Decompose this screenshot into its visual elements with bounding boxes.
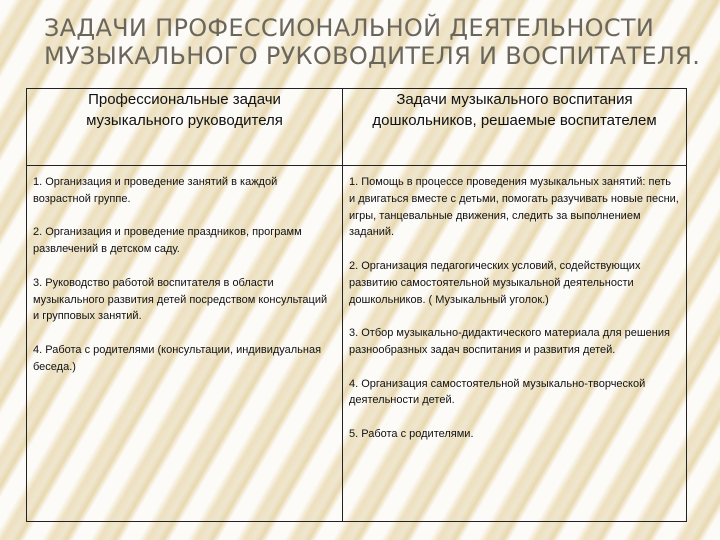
educator-tasks-cell (343, 166, 687, 522)
list-item: 2. Организация педагогических условий, содействующих развитию самостоятельной музыкальной деятельности дошкольников. ( Музыкальный уголок.) (349, 259, 641, 306)
list-item: 4. Работа с родителями (консультации, индивидуальная беседа.) (33, 343, 322, 373)
list-item: 5. Работа с родителями. (349, 427, 474, 440)
list-item: 4. Организация самостоятельной музыкально-творческой деятельности детей. (349, 377, 646, 407)
table-body-row (27, 166, 687, 522)
header-music-director-text: Профессиональные задачи музыкального руководителя (86, 91, 283, 129)
slide-title-line-1: ЗАДАЧИ ПРОФЕССИОНАЛЬНОЙ ДЕЯТЕЛЬНОСТИ (44, 14, 655, 42)
table-header-row (27, 89, 687, 166)
list-item: 3. Руководство работой воспитателя в области музыкального развития детей посредством консультаций и групповых занятий. (33, 276, 328, 323)
list-item: 3. Отбор музыкально-дидактического материала для решения разнообразных задач воспитания и развития детей. (349, 327, 670, 356)
header-music-director (27, 89, 343, 166)
slide-title (44, 14, 704, 70)
list-item: 1. Помощь в процессе проведения музыкальных занятий: петь и двигаться вместе с детьми, помогать разучивать новые песни, игры, танцевальные движения, следить за выполнением заданий. (349, 176, 679, 239)
slide-title-line-2: МУЗЫКАЛЬНОГО РУКОВОДИТЕЛЯ И ВОСПИТАТЕЛЯ. (44, 42, 701, 70)
list-item: 2. Организация и проведение праздников, программ развлечений в детском саду. (33, 226, 302, 256)
header-educator-text: Задачи музыкального воспитания дошкольников, решаемые воспитателем (372, 91, 657, 129)
list-item: 1. Организация и проведение занятий в каждой возрастной группе. (33, 176, 278, 205)
tasks-table (26, 88, 687, 522)
header-educator (343, 89, 687, 166)
music-director-tasks-cell (27, 166, 343, 522)
